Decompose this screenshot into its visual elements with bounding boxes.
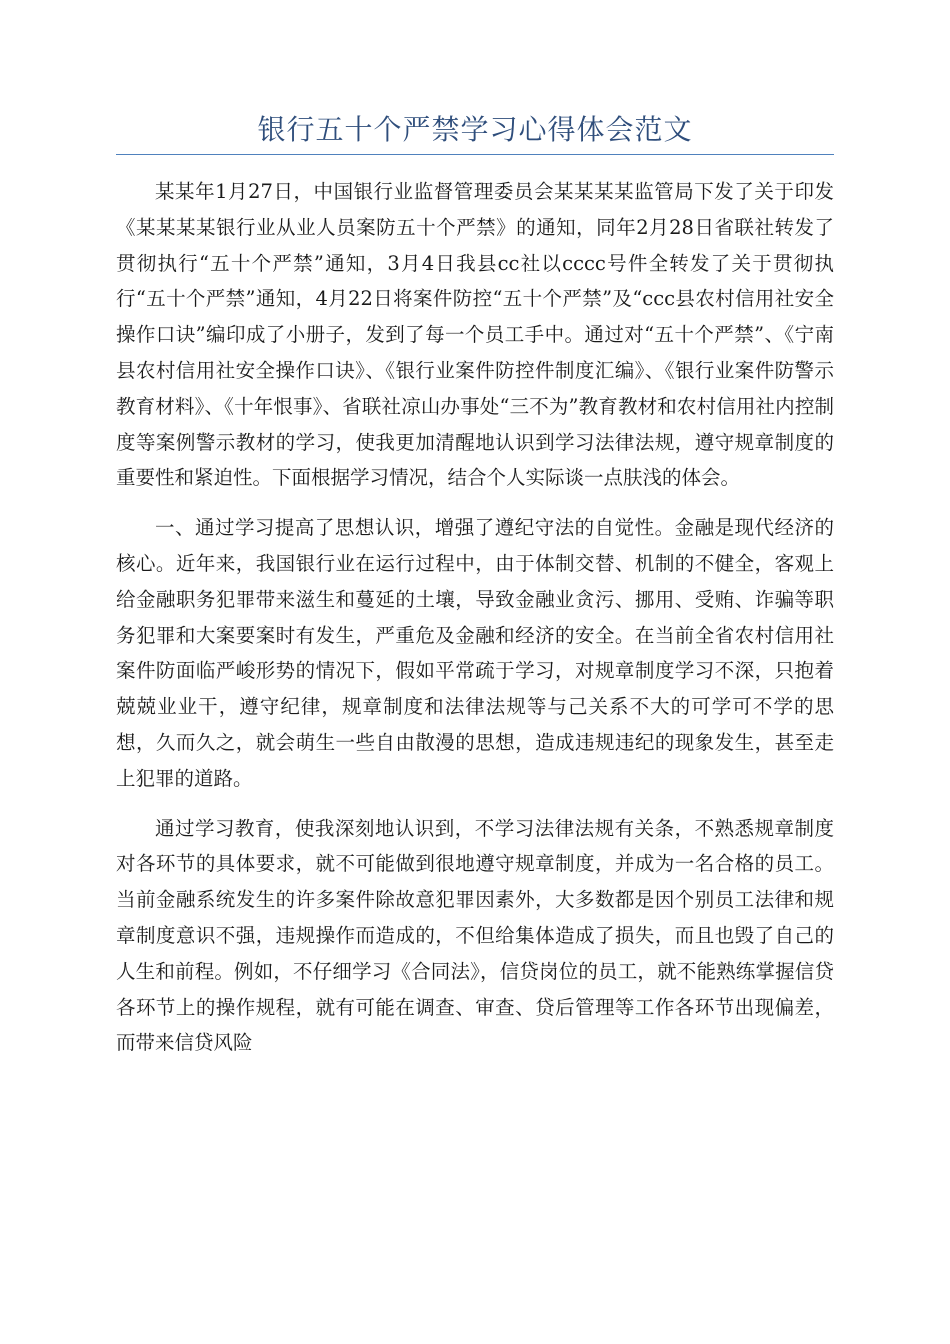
paragraph-learning-education: 通过学习教育，使我深刻地认识到，不学习法律法规有关条，不熟悉规章制度对各环节的具体要求，就不可能做到很地遵守规章制度，并成为一名合格的员工。当前金融系统发生的许多案件除故意犯罪因素外，大多数都是因个别员工法律和规章制度意识不强，违规操作而造成的，不但给集体造成了损失，而且也毁了自己的人生和前程。例如，不仔细学习《合同法》，信贷岗位的员工，就不能熟练掌握信贷各环节上的操作规程，就有可能在调查、审查、贷后管理等工作各环节出现偏差，而带来信贷风险: [116, 816, 834, 1055]
paragraph-intro: 某某年1月27日，中国银行业监督管理委员会某某某某监管局下发了关于印发《某某某某银行业从业人员案防五十个严禁》的通知，同年2月28日省联社转发了贯彻执行“五十个严禁”通知，3月4日我县cc社以cccc号件全转发了关于贯彻执行“五十个严禁”通知，4月22日将案件防控“五十个严禁”及“ccc县农村信用社安全操作口诀”编印成了小册子，发到了每一个员工手中。通过对“五十个严禁”、《宁南县农村信用社安全操作口诀》、《银行业案件防控件制度汇编》、《银行业案件防警示教育材料》、《十年恨事》、省联社凉山办事处“三不为”教育教材和农村信用社内控制度等案例警示教材的学习，使我更加清醒地认识到学习法律法规，遵守规章制度的重要性和紧迫性。下面根据学习情况，结合个人实际谈一点肤浅的体会。: [116, 180, 834, 490]
title-underline: [116, 154, 834, 155]
document-body: [116, 174, 834, 1075]
document-title: 银行五十个严禁学习心得体会范文: [257, 113, 693, 146]
paragraph-section-one: 一、通过学习提高了思想认识，增强了遵纪守法的自觉性。金融是现代经济的核心。近年来，我国银行业在运行过程中，由于体制交替、机制的不健全，客观上给金融职务犯罪带来滋生和蔓延的土壤，导致金融业贪污、挪用、受贿、诈骗等职务犯罪和大案要案时有发生，严重危及金融和经济的安全。在当前全省农村信用社案件防面临严峻形势的情况下，假如平常疏于学习，对规章制度学习不深，只抱着兢兢业业干，遵守纪律，规章制度和法律法规等与己关系不大的可学可不学的思想，久而久之，就会萌生一些自由散漫的思想，造成违规违纪的现象发生，甚至走上犯罪的道路。: [116, 516, 834, 790]
